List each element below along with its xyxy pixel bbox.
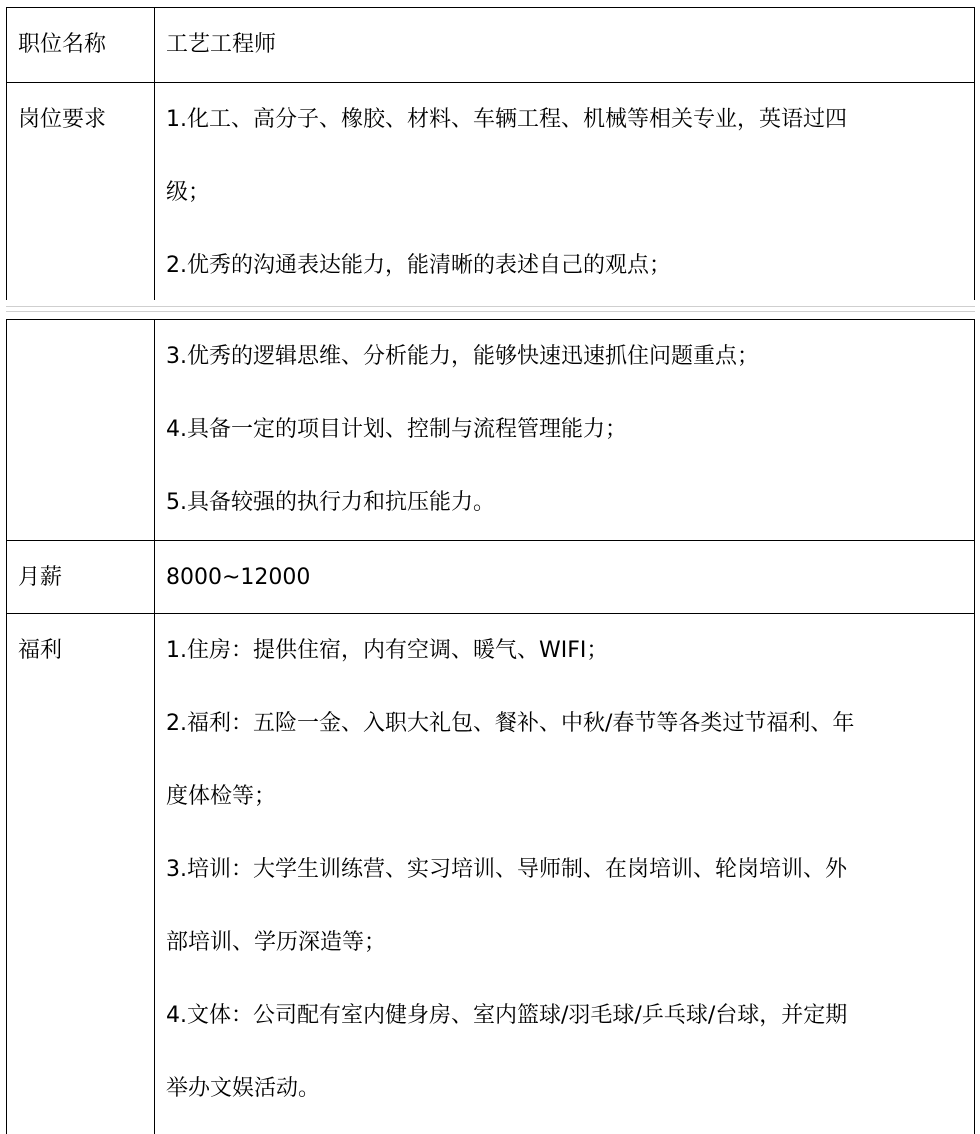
value-requirements-part-2 <box>155 320 974 540</box>
value-benefits <box>155 614 974 1134</box>
requirement-line: 5.具备较强的执行力和抗压能力。 <box>166 490 495 515</box>
table-row-requirements-continued <box>7 320 974 541</box>
requirement-line: 1.化工、高分子、橡胶、材料、车辆工程、机械等相关专业，英语过四 <box>166 107 847 132</box>
label-requirements-continued <box>7 320 155 540</box>
benefit-line: 4.文体：公司配有室内健身房、室内篮球/羽毛球/乒乓球/台球，并定期 <box>166 1003 848 1028</box>
page-edge-line <box>6 311 975 312</box>
table-row-benefits <box>7 614 974 1134</box>
page-edge-line <box>6 306 975 307</box>
requirement-line: 2.优秀的沟通表达能力，能清晰的表述自己的观点； <box>166 253 671 278</box>
label-position-title: 职位名称 <box>7 8 155 82</box>
label-requirements: 岗位要求 <box>7 83 155 300</box>
table-row-salary <box>7 541 974 614</box>
value-requirements-part-1 <box>155 83 974 300</box>
benefit-line: 部培训、学历深造等； <box>166 930 387 955</box>
table-row-position-title <box>7 8 974 83</box>
benefit-line: 3.培训：大学生训练营、实习培训、导师制、在岗培训、轮岗培训、外 <box>166 857 847 882</box>
requirement-line: 级； <box>166 180 211 205</box>
label-benefits: 福利 <box>7 614 155 1134</box>
requirement-line: 3.优秀的逻辑思维、分析能力，能够快速迅速抓住问题重点； <box>166 344 759 369</box>
benefit-line: 度体检等； <box>166 784 277 809</box>
job-table-page-2 <box>6 319 975 1134</box>
table-row-requirements <box>7 83 974 301</box>
page-break <box>0 300 980 319</box>
position-title-text: 工艺工程师 <box>166 32 277 57</box>
value-salary <box>155 541 974 613</box>
salary-text: 8000~12000 <box>166 565 311 590</box>
benefit-line: 举办文娱活动。 <box>166 1076 321 1101</box>
value-position-title <box>155 8 974 82</box>
benefit-line: 1.住房：提供住宿，内有空调、暖气、WIFI； <box>166 638 609 663</box>
label-salary: 月薪 <box>7 541 155 613</box>
benefit-line: 2.福利：五险一金、入职大礼包、餐补、中秋/春节等各类过节福利、年 <box>166 711 855 736</box>
requirement-line: 4.具备一定的项目计划、控制与流程管理能力； <box>166 417 627 442</box>
job-table-page-1 <box>6 7 975 301</box>
